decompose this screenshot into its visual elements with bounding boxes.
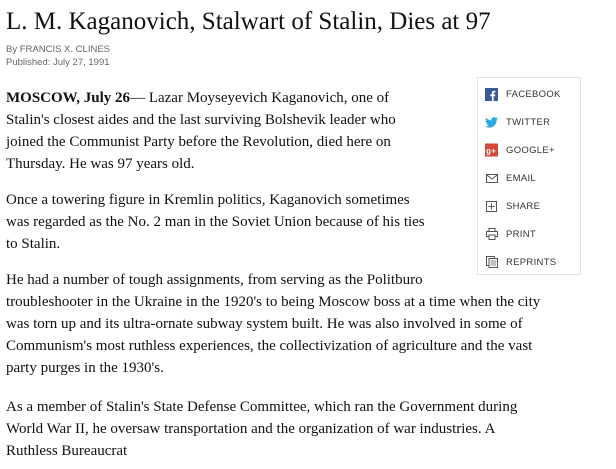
print-button[interactable] [478, 224, 580, 244]
print-label: PRINT [506, 228, 536, 240]
reprints-button[interactable] [478, 252, 580, 272]
article-headline: L. M. Kaganovich, Stalwart of Stalin, Dies at 97 [6, 8, 491, 35]
share-more-button[interactable] [478, 196, 580, 216]
paragraph-1-line-2: Stalin's closest aides and the last surviving Bolshevik leader who [6, 112, 396, 128]
share-more-label: SHARE [506, 200, 541, 212]
paragraph-3-line-2: troubleshooter in the Ukraine in the 1920's to being Moscow boss at a time when the city [6, 294, 541, 310]
paragraph-3-line-3: was torn up and its ultra-ornate subway system built. He was also involved in some of [6, 316, 523, 332]
paragraph-4-line-1: As a member of Stalin's State Defense Committee, which ran the Government during [6, 399, 518, 415]
paragraph-4-line-3: Ruthless Bureaucrat [6, 443, 128, 459]
paragraph-2-line-3: to Stalin. [6, 236, 61, 252]
reprints-label: REPRINTS [506, 256, 557, 268]
share-google-plus-label: GOOGLE+ [506, 144, 555, 156]
share-twitter-button[interactable] [478, 112, 580, 132]
share-google-plus-button[interactable] [478, 140, 580, 160]
paragraph-1-line-1 [6, 87, 389, 109]
share-facebook-label: FACEBOOK [506, 88, 561, 100]
svg-text:g+: g+ [486, 146, 497, 156]
paragraph-3-line-5: party purges in the 1930's. [6, 360, 164, 376]
print-icon [485, 228, 498, 241]
share-facebook-button[interactable] [478, 84, 580, 104]
byline: By FRANCIS X. CLINES [6, 44, 110, 55]
reprints-icon [485, 256, 498, 269]
paragraph-1-text: — Lazar Moyseyevich Kaganovich, one of [130, 90, 390, 106]
dateline: MOSCOW, July 26 [6, 90, 131, 106]
paragraph-3-line-1: He had a number of tough assignments, from serving as the Politburo [6, 272, 423, 288]
share-tools-panel [477, 77, 581, 275]
share-icon [485, 200, 498, 213]
paragraph-4-line-2: World War II, he oversaw transportation and the organization of war industries. A [6, 421, 496, 437]
twitter-icon [485, 116, 498, 129]
paragraph-2-line-1: Once a towering figure in Kremlin politics, Kaganovich sometimes [6, 192, 410, 208]
paragraph-1-line-3: joined the Communist Party before the Revolution, died here on [6, 134, 391, 150]
share-email-button[interactable] [478, 168, 580, 188]
email-icon [485, 172, 498, 185]
paragraph-1-line-4: Thursday. He was 97 years old. [6, 156, 195, 172]
share-twitter-label: TWITTER [506, 116, 551, 128]
share-email-label: EMAIL [506, 172, 537, 184]
paragraph-3-line-4: Communism's most ruthless experiences, the collectivization of agriculture and the vast [6, 338, 533, 354]
facebook-icon [485, 88, 498, 101]
google-plus-icon [485, 144, 498, 157]
publish-date: Published: July 27, 1991 [6, 57, 110, 68]
paragraph-2-line-2: was regarded as the No. 2 man in the Soviet Union because of his ties [6, 214, 425, 230]
